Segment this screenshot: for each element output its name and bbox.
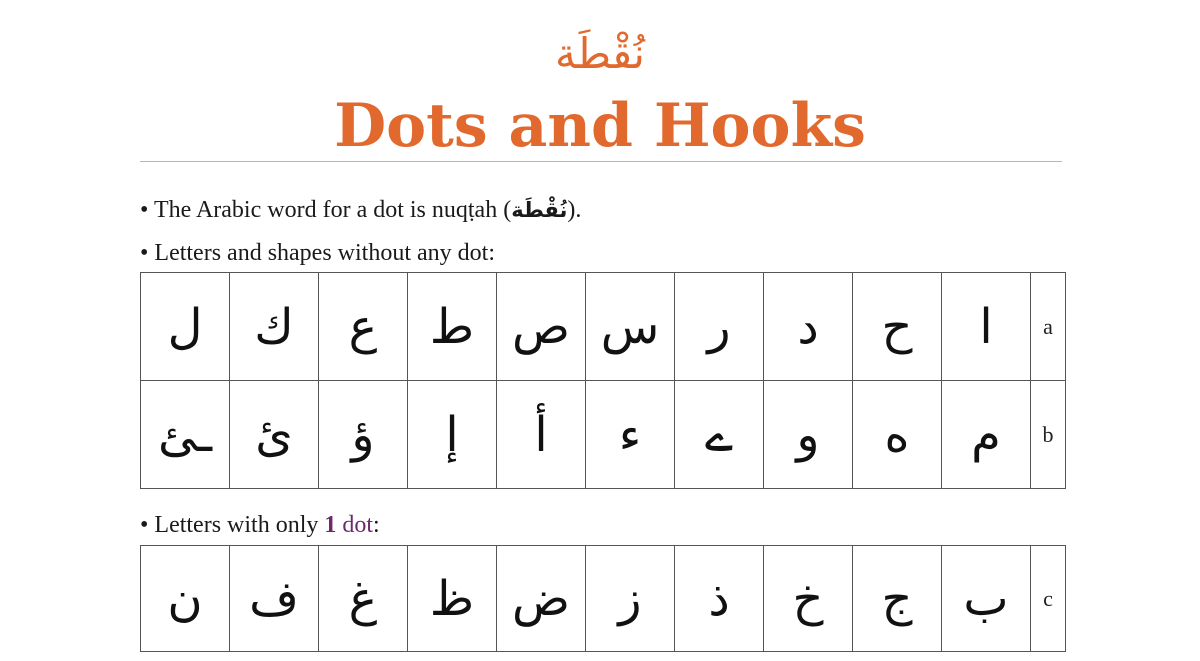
letter-cell: ط bbox=[408, 273, 497, 381]
bullet-no-dot-heading bbox=[140, 238, 495, 268]
letter-cell: ء bbox=[586, 381, 675, 489]
letter-cell: ـئ bbox=[141, 381, 230, 489]
letter-cell: ج bbox=[853, 546, 942, 652]
bullet-text: • Letters with only bbox=[140, 512, 325, 538]
table-row-b bbox=[141, 381, 1066, 489]
letter-cell: ذ bbox=[675, 546, 764, 652]
letter-cell: إ bbox=[408, 381, 497, 489]
letter-cell: ف bbox=[230, 546, 319, 652]
bullet-nuqtah-definition bbox=[140, 195, 581, 225]
letter-cell: ض bbox=[497, 546, 586, 652]
letter-cell: س bbox=[586, 273, 675, 381]
letter-cell: ے bbox=[675, 381, 764, 489]
letter-cell: خ bbox=[764, 546, 853, 652]
arabic-word-nuqtah: نُقْطَة bbox=[511, 198, 568, 222]
bullet-text: • The Arabic word for a dot is nuqṭah ( bbox=[140, 197, 512, 223]
letter-cell: م bbox=[942, 381, 1031, 489]
row-label-c: c bbox=[1031, 546, 1066, 652]
table-row-c bbox=[141, 546, 1066, 652]
no-dot-letters-table bbox=[140, 272, 1066, 489]
bullet-text-end: : bbox=[373, 512, 380, 538]
bullet-text: • Letters and shapes without any dot: bbox=[140, 240, 495, 266]
letter-cell: ع bbox=[319, 273, 408, 381]
title-divider bbox=[140, 161, 1062, 162]
bullet-one-dot-heading bbox=[140, 510, 380, 540]
letter-cell: ل bbox=[141, 273, 230, 381]
letter-cell: ك bbox=[230, 273, 319, 381]
arabic-title: نُقْطَة bbox=[555, 29, 645, 78]
letter-cell: ب bbox=[942, 546, 1031, 652]
letter-cell: ح bbox=[853, 273, 942, 381]
bullet-text-end: ). bbox=[567, 197, 582, 223]
one-dot-letters-table bbox=[140, 545, 1066, 652]
letter-cell: ن bbox=[141, 546, 230, 652]
letter-cell: ر bbox=[675, 273, 764, 381]
letter-cell: ز bbox=[586, 546, 675, 652]
letter-cell: أ bbox=[497, 381, 586, 489]
letter-cell: ص bbox=[497, 273, 586, 381]
row-label-b: b bbox=[1031, 381, 1066, 489]
page-title: Dots and Hooks bbox=[334, 91, 866, 161]
letter-cell: ؤ bbox=[319, 381, 408, 489]
letter-cell: ه bbox=[853, 381, 942, 489]
letter-cell: د bbox=[764, 273, 853, 381]
dot-count: 1 bbox=[324, 512, 337, 538]
letter-cell: غ bbox=[319, 546, 408, 652]
letter-cell: ا bbox=[942, 273, 1031, 381]
letter-cell: ئ bbox=[230, 381, 319, 489]
letter-cell: ظ bbox=[408, 546, 497, 652]
dot-word: dot bbox=[342, 512, 374, 538]
letter-cell: و bbox=[764, 381, 853, 489]
table-row-a bbox=[141, 273, 1066, 381]
row-label-a: a bbox=[1031, 273, 1066, 381]
